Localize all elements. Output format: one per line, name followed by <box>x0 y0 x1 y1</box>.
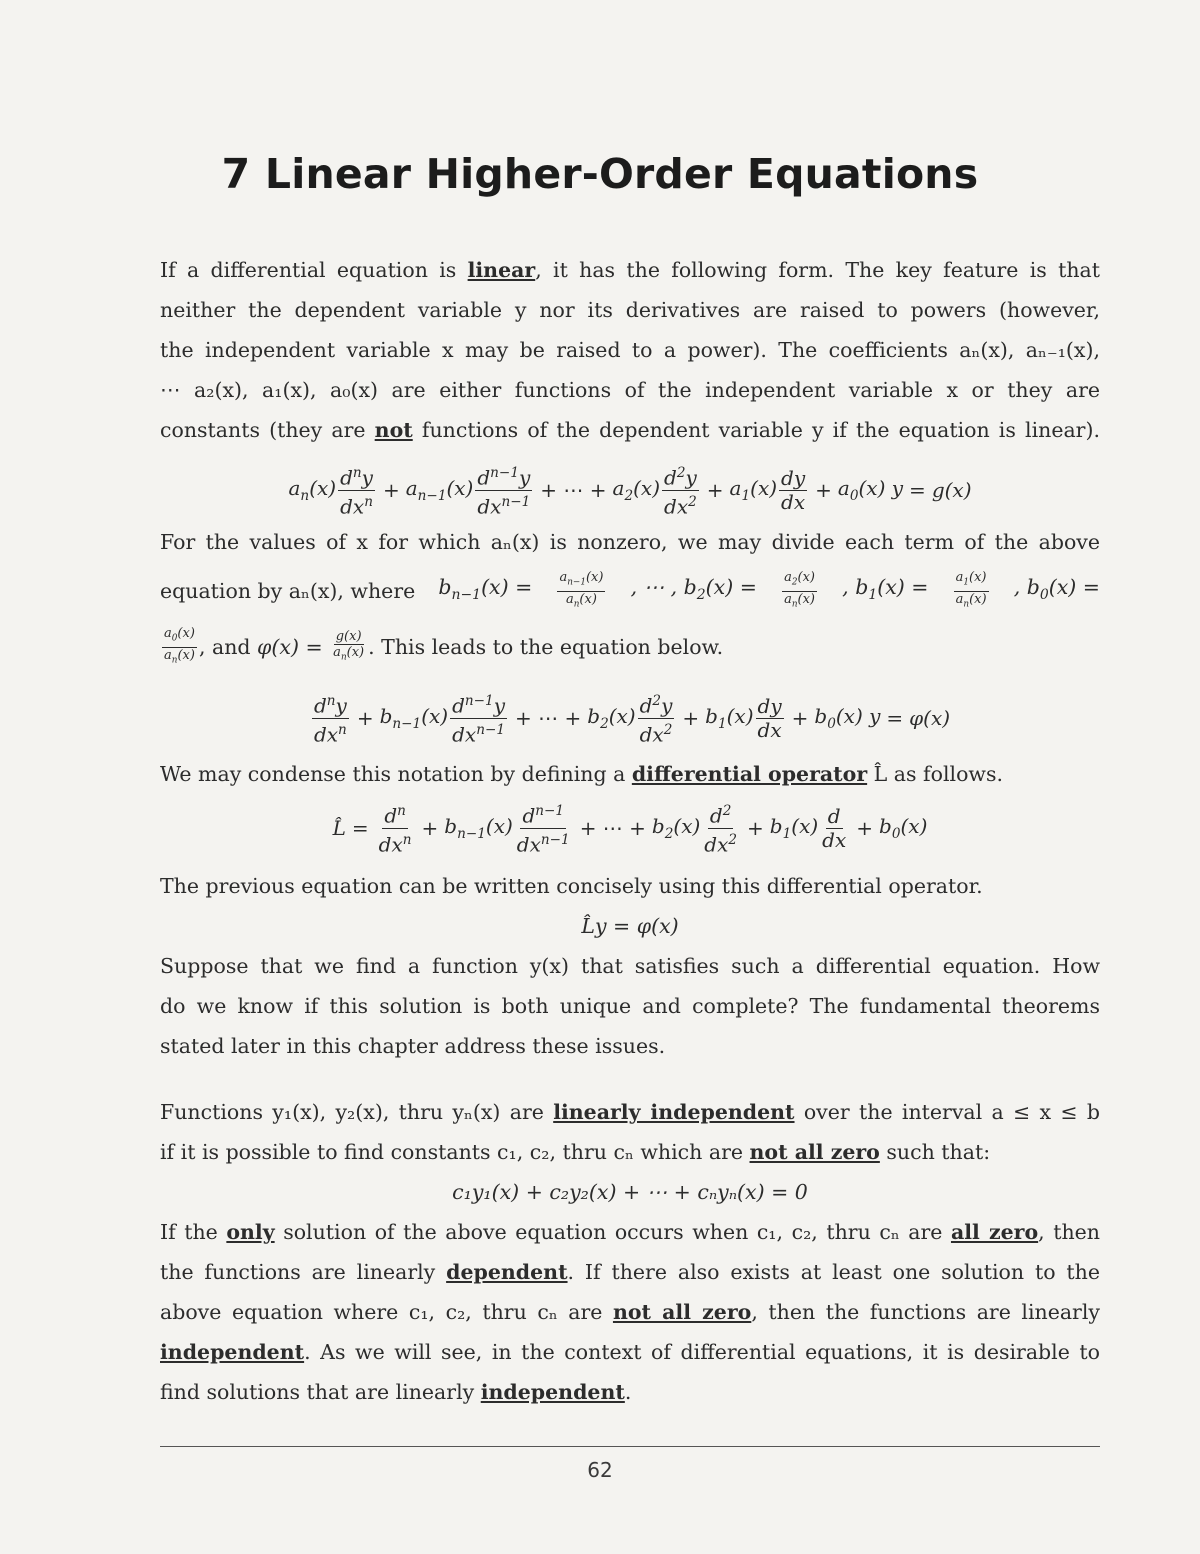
text: solution of the above equation occurs when c₁, c₂, thru cₙ are <box>274 1220 951 1244</box>
text: if it is possible to find constants c₁, c₂, thru cₙ which are <box>160 1140 750 1164</box>
p1-line-4: ⋯ a₂(x), a₁(x), a₀(x) are either functions of the independent variable x or they are <box>160 378 1100 402</box>
p6-line-5 <box>160 1378 1100 1406</box>
term-only: only <box>226 1220 275 1244</box>
p2-line-3: $\frac{a_0(x)}{a_n(x)}$ , and φ(x) = $\frac{g(x)}{a_n(x)}$ . This leads to the equation below. <box>164 626 724 666</box>
p1-line-2: neither the dependent variable y nor its derivatives are raised to powers (however, <box>160 298 1100 322</box>
text: functions of the dependent variable y if the equation is linear). <box>412 418 1100 442</box>
term-not-all-zero-2: not all zero <box>612 1300 752 1324</box>
text: . If there also exists at least one solution to the <box>567 1260 1100 1284</box>
p6-line-1 <box>160 1218 1100 1246</box>
text: We may condense this notation by defining a <box>160 762 632 786</box>
equation-operator-definition: L̂ = $\frac{d^n}{dx^n}$ + $b_{n-1}(x)$ $\frac{d^{n-1}}{dx^{n-1}}$ + ⋯ + $b_2(x)$ $\frac{d^2}{dx^2}$ + $b_1(x)$ $\frac{d}{dx}$ + $b_0(x)$ <box>160 796 1100 860</box>
text: . This leads to the equation below. <box>368 635 724 660</box>
term-independent: independent <box>160 1340 305 1364</box>
p2-line-2: equation by aₙ(x), where $b_{n-1}(x)$ = $\frac{a_{n-1}(x)}{a_n(x)}$ , ⋯ , $b_2(x)$ = $\frac{a_2(x)}{a_n(x)}$ , $b_1(x)$ = $\frac{a_1(x)}{a_n(x)}$ , $b_0(x)$ = <box>160 570 1100 610</box>
p6-line-4 <box>160 1338 1100 1366</box>
term-linearly-independent: linearly independent <box>553 1100 795 1124</box>
text: such that: <box>879 1140 991 1164</box>
text: equation by aₙ(x), where <box>160 579 416 604</box>
p4-line-2: do we know if this solution is both unique and complete? The fundamental theorems <box>160 994 1100 1018</box>
term-not: not <box>374 418 413 442</box>
p1-line-1 <box>160 256 1100 284</box>
footer-rule <box>160 1446 1100 1447</box>
text: the functions are linearly <box>160 1260 447 1284</box>
p2-line-1: For the values of x for which aₙ(x) is nonzero, we may divide each term of the above <box>160 530 1100 554</box>
text: , and <box>198 635 251 660</box>
p5-line-2 <box>160 1138 1100 1166</box>
equation-operator-short: L̂y = φ(x) <box>581 914 679 938</box>
term-differential-operator: differential operator <box>631 762 868 786</box>
term-independent-2: independent <box>480 1380 625 1404</box>
text: If the <box>160 1220 227 1244</box>
text: If a differential equation is <box>160 258 468 282</box>
text: , then the functions are linearly <box>751 1300 1100 1324</box>
chapter-title: 7 Linear Higher-Order Equations <box>221 150 979 198</box>
equation-normalized: $\frac{d^ny}{dx^n}$ + $b_{n-1}(x)$ $\frac{d^{n-1}y}{dx^{n-1}}$ + ⋯ + $b_2(x)$ $\frac{d^2y}{dx^2}$ + $b_1(x)$ $\frac{dy}{dx}$ + $b_0(x)$ y = φ(x) <box>160 686 1100 750</box>
text: . As we will see, in the context of differential equations, it is desirable to <box>304 1340 1100 1364</box>
p3-line-2: The previous equation can be written concisely using this differential operator. <box>160 874 983 898</box>
term-linear: linear <box>467 258 536 282</box>
page-number: 62 <box>587 1458 613 1482</box>
text: over the interval a ≤ x ≤ b <box>794 1100 1100 1124</box>
p5-line-1 <box>160 1098 1100 1126</box>
term-dependent: dependent <box>446 1260 568 1284</box>
p4-line-3: stated later in this chapter address these issues. <box>160 1034 666 1058</box>
p1-line-3: the independent variable x may be raised to a power). The coefficients aₙ(x), aₙ₋₁(x), <box>160 338 1100 362</box>
text: . <box>624 1380 632 1404</box>
text: L̂ as follows. <box>867 762 1003 786</box>
p1-line-5 <box>160 416 1100 444</box>
text: find solutions that are linearly <box>160 1380 481 1404</box>
equation-linear-combination: c₁y₁(x) + c₂y₂(x) + ⋯ + cₙyₙ(x) = 0 <box>452 1180 808 1204</box>
equation-general-linear: $a_n(x)$ $\frac{d^ny}{dx^n}$ + $a_{n-1}(x)$ $\frac{d^{n-1}y}{dx^{n-1}}$ + ⋯ + $a_2(x)$ $\frac{d^2y}{dx^2}$ + $a_1(x)$ $\frac{dy}{dx}$ + $a_0(x)$ y = g(x) <box>160 458 1100 522</box>
p3-line-1 <box>160 760 1100 788</box>
text: Functions y₁(x), y₂(x), thru yₙ(x) are <box>160 1100 554 1124</box>
p6-line-2 <box>160 1258 1100 1286</box>
term-not-all-zero: not all zero <box>749 1140 880 1164</box>
p4-line-1: Suppose that we find a function y(x) that satisfies such a differential equation. How <box>160 954 1100 978</box>
text: constants (they are <box>160 418 375 442</box>
text: above equation where c₁, c₂, thru cₙ are <box>160 1300 613 1324</box>
text: , it has the following form. The key feature is that <box>535 258 1100 282</box>
term-all-zero: all zero <box>950 1220 1039 1244</box>
p6-line-3 <box>160 1298 1100 1326</box>
text: , then <box>1038 1220 1100 1244</box>
